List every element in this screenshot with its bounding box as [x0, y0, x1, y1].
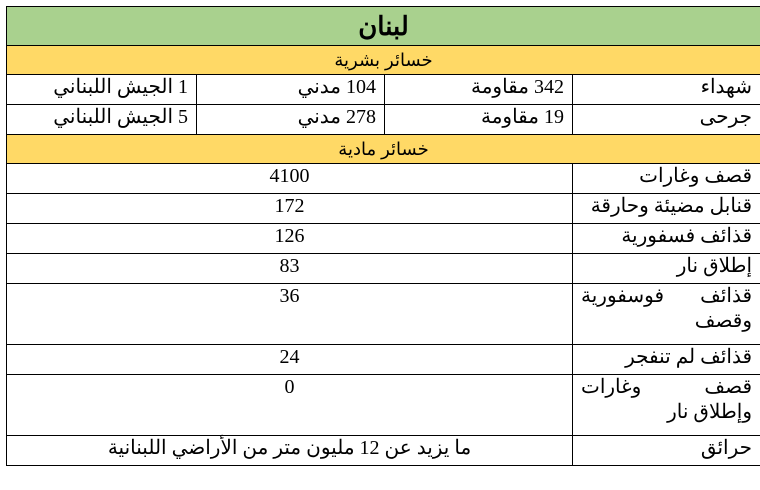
row-label: جرحى	[573, 105, 760, 135]
row-label: حرائق	[573, 436, 760, 466]
human-losses-header-row	[7, 46, 760, 75]
army-cell: 1 الجيش اللبناني	[7, 75, 197, 105]
row-label: قصف وغارات وإطلاق نار	[573, 375, 760, 436]
army-cell: 5 الجيش اللبناني	[7, 105, 197, 135]
row-label: قنابل مضيئة وحارقة	[573, 194, 760, 224]
human-losses-heading: خسائر بشرية	[7, 46, 760, 75]
table-row	[7, 194, 760, 224]
table-title: لبنان	[7, 7, 760, 46]
losses-table	[6, 6, 760, 466]
table-row	[7, 345, 760, 375]
row-label: إطلاق نار	[573, 254, 760, 284]
civilians-cell: 278 مدني	[197, 105, 385, 135]
row-label: قذائف فسفورية	[573, 224, 760, 254]
value-cell: 0	[7, 375, 573, 436]
row-label: قذائف فوسفورية وقصف	[573, 284, 760, 345]
table-row	[7, 75, 760, 105]
table-row	[7, 224, 760, 254]
value-cell: 24	[7, 345, 573, 375]
table-row	[7, 375, 760, 436]
row-label: قصف وغارات	[573, 164, 760, 194]
table-row	[7, 284, 760, 345]
value-cell: 172	[7, 194, 573, 224]
row-label: شهداء	[573, 75, 760, 105]
value-cell: 83	[7, 254, 573, 284]
material-losses-header-row	[7, 135, 760, 164]
resistance-cell: 342 مقاومة	[385, 75, 573, 105]
table-row	[7, 436, 760, 466]
table-row	[7, 164, 760, 194]
title-row	[7, 7, 760, 46]
material-losses-heading: خسائر مادية	[7, 135, 760, 164]
row-label: قذائف لم تنفجر	[573, 345, 760, 375]
value-cell: 36	[7, 284, 573, 345]
value-cell: 4100	[7, 164, 573, 194]
value-cell: 126	[7, 224, 573, 254]
table-row	[7, 105, 760, 135]
table-row	[7, 254, 760, 284]
resistance-cell: 19 مقاومة	[385, 105, 573, 135]
civilians-cell: 104 مدني	[197, 75, 385, 105]
value-cell: ما يزيد عن 12 مليون متر من الأراضي اللبنانية	[7, 436, 573, 466]
